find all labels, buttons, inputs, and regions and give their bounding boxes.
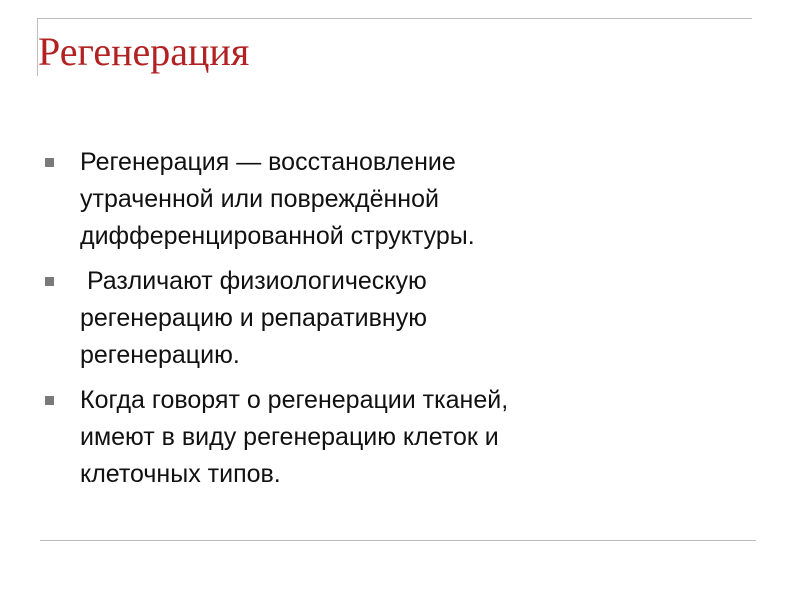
top-divider xyxy=(37,18,752,19)
bottom-divider xyxy=(40,540,756,541)
slide-title: Регенерация xyxy=(38,29,250,74)
square-bullet-icon xyxy=(45,396,54,405)
bullet-item xyxy=(45,382,725,493)
bullet-text: Различают физиологическую регенерацию и репаративную регенерацию. xyxy=(80,267,427,369)
bullet-item xyxy=(45,144,725,255)
bullet-item xyxy=(45,263,725,374)
square-bullet-icon xyxy=(45,277,54,286)
bullet-text: Регенерация — восстановление утраченной или повреждённой дифференцированной структуры. xyxy=(80,148,475,250)
square-bullet-icon xyxy=(45,158,54,167)
bullet-text: Когда говорят о регенерации тканей, имеют в виду регенерацию клеток и клеточных типов. xyxy=(80,386,509,488)
bullet-list xyxy=(45,144,725,501)
